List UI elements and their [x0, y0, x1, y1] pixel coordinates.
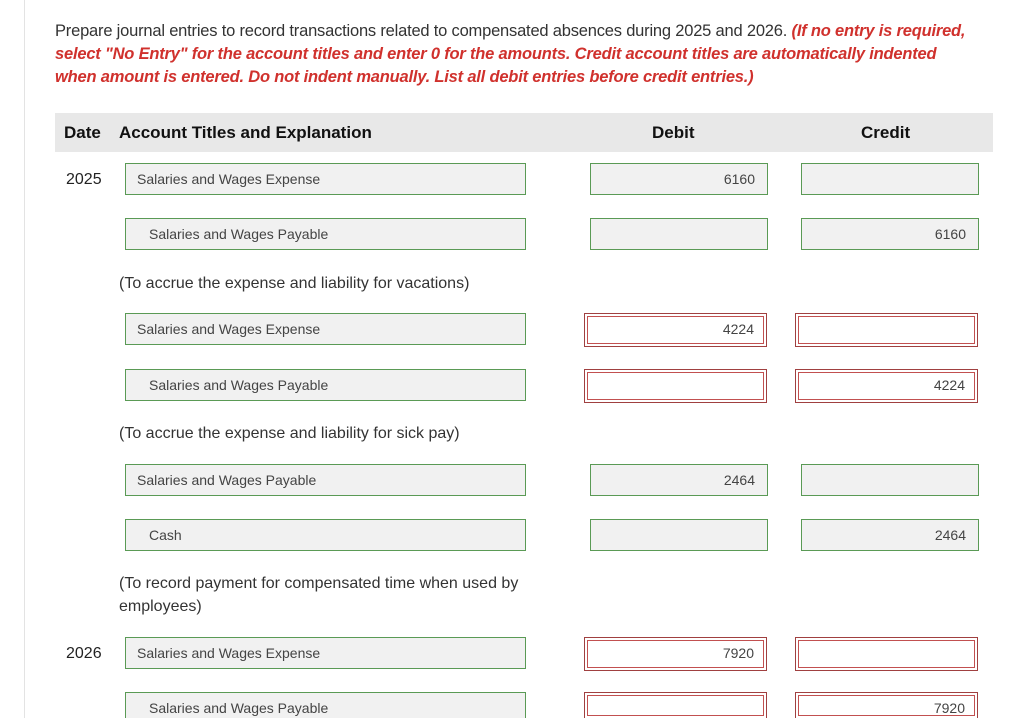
- account-title-input[interactable]: Salaries and Wages Expense: [125, 313, 526, 345]
- instructions: [55, 20, 975, 89]
- debit-input[interactable]: [584, 692, 767, 718]
- instructions-note: (If no entry is required, select "No Entry" for the account titles and enter 0 for the amounts. Credit account titles are automatically indented when amount is entered. Do not indent manually. List all debit entries before credit entries.): [55, 22, 966, 86]
- explanation-vacations: (To accrue the expense and liability for vacations): [119, 275, 470, 292]
- account-title-input[interactable]: Salaries and Wages Payable: [125, 369, 526, 401]
- debit-input[interactable]: [590, 519, 768, 551]
- date-2025: 2025: [66, 171, 102, 188]
- debit-input[interactable]: [584, 369, 767, 403]
- debit-input[interactable]: 6160: [590, 163, 768, 195]
- account-title-input[interactable]: Salaries and Wages Payable: [125, 464, 526, 496]
- explanation-sick-pay: (To accrue the expense and liability for sick pay): [119, 425, 460, 442]
- credit-input[interactable]: 2464: [801, 519, 979, 551]
- credit-input[interactable]: [801, 464, 979, 496]
- credit-input[interactable]: 7920: [795, 692, 978, 718]
- instructions-main: Prepare journal entries to record transactions related to compensated absences during 2025 and 2026.: [55, 22, 792, 40]
- account-title-input[interactable]: Salaries and Wages Payable: [125, 692, 526, 718]
- debit-input[interactable]: 7920: [584, 637, 767, 671]
- debit-input[interactable]: 4224: [584, 313, 767, 347]
- header-debit: Debit: [652, 123, 695, 142]
- header-date: Date: [64, 123, 101, 142]
- account-title-input[interactable]: Salaries and Wages Expense: [125, 637, 526, 669]
- header-credit: Credit: [861, 123, 911, 142]
- left-border: [0, 0, 25, 718]
- credit-input[interactable]: [795, 637, 978, 671]
- debit-input[interactable]: 2464: [590, 464, 768, 496]
- credit-input[interactable]: [801, 163, 979, 195]
- credit-input[interactable]: 6160: [801, 218, 979, 250]
- table-header: [55, 113, 993, 152]
- account-title-input[interactable]: Cash: [125, 519, 526, 551]
- date-2026: 2026: [66, 645, 102, 662]
- credit-input[interactable]: [795, 313, 978, 347]
- credit-input[interactable]: 4224: [795, 369, 978, 403]
- header-account: Account Titles and Explanation: [119, 123, 372, 142]
- explanation-payment: (To record payment for compensated time when used by employees): [119, 575, 519, 615]
- account-title-input[interactable]: Salaries and Wages Payable: [125, 218, 526, 250]
- account-title-input[interactable]: Salaries and Wages Expense: [125, 163, 526, 195]
- debit-input[interactable]: [590, 218, 768, 250]
